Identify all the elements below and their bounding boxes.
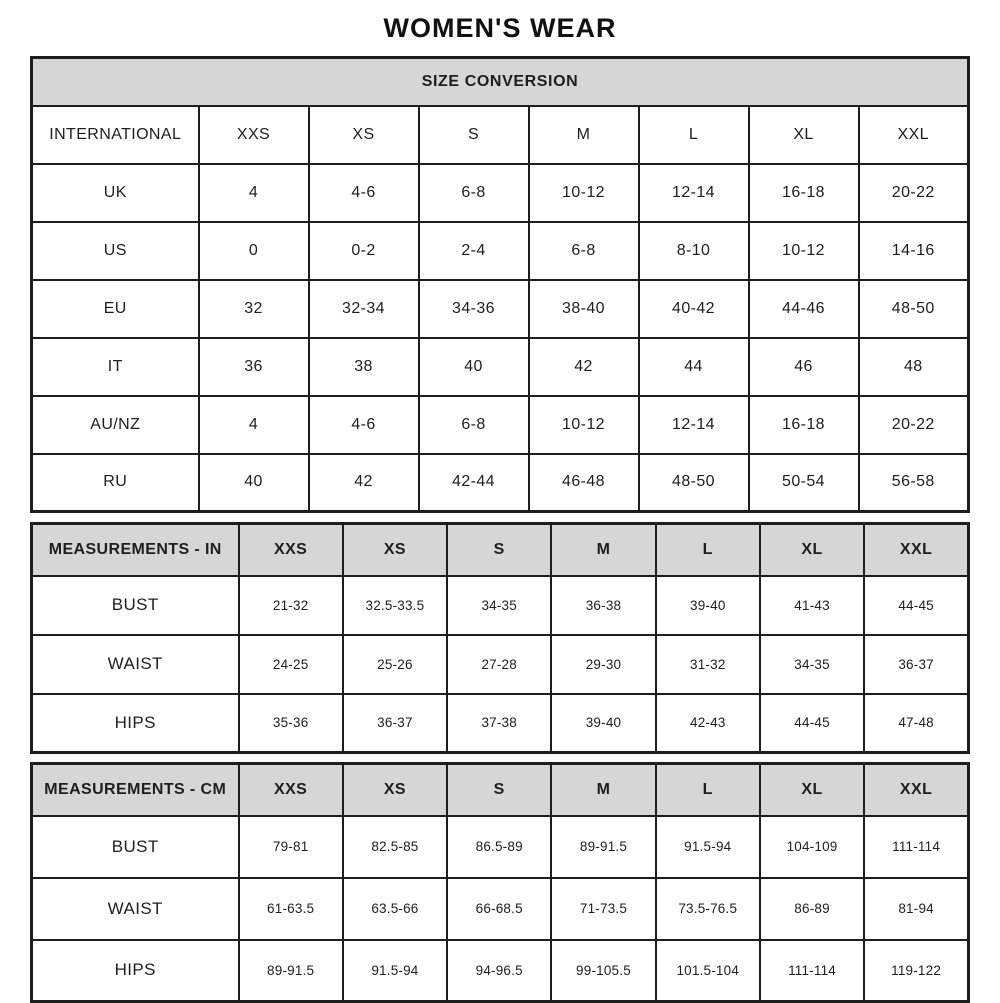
value-cell: 50-54 bbox=[749, 454, 859, 512]
value-cell: 4 bbox=[199, 164, 309, 222]
size-header-s: S bbox=[447, 524, 551, 576]
value-cell: 71-73.5 bbox=[551, 878, 655, 940]
size-header-m: M bbox=[551, 764, 655, 816]
value-cell: 29-30 bbox=[551, 635, 655, 694]
value-cell: 104-109 bbox=[760, 816, 864, 878]
value-cell: 48-50 bbox=[639, 454, 749, 512]
row-label: UK bbox=[32, 164, 199, 222]
measurements-in-title: MEASUREMENTS - IN bbox=[32, 524, 239, 576]
value-cell: 82.5-85 bbox=[343, 816, 447, 878]
row-label: BUST bbox=[32, 816, 239, 878]
value-cell: 86-89 bbox=[760, 878, 864, 940]
value-cell: 44-45 bbox=[760, 694, 864, 753]
row-label: WAIST bbox=[32, 878, 239, 940]
value-cell: 42 bbox=[529, 338, 639, 396]
value-cell: 38-40 bbox=[529, 280, 639, 338]
value-cell: 111-114 bbox=[760, 940, 864, 1002]
value-cell: 73.5-76.5 bbox=[656, 878, 760, 940]
value-cell: 111-114 bbox=[864, 816, 968, 878]
size-header-xxs: XXS bbox=[239, 524, 343, 576]
value-cell: 0-2 bbox=[309, 222, 419, 280]
value-cell: 94-96.5 bbox=[447, 940, 551, 1002]
size-header-xl: XL bbox=[749, 106, 859, 164]
value-cell: 16-18 bbox=[749, 396, 859, 454]
value-cell: 10-12 bbox=[529, 164, 639, 222]
table-row bbox=[32, 222, 969, 280]
value-cell: 91.5-94 bbox=[343, 940, 447, 1002]
row-label: BUST bbox=[32, 576, 239, 635]
value-cell: 42 bbox=[309, 454, 419, 512]
value-cell: 40 bbox=[419, 338, 529, 396]
value-cell: 99-105.5 bbox=[551, 940, 655, 1002]
value-cell: 36-37 bbox=[864, 635, 968, 694]
value-cell: 32 bbox=[199, 280, 309, 338]
value-cell: 4 bbox=[199, 396, 309, 454]
value-cell: 48 bbox=[859, 338, 969, 396]
size-header-xxl: XXL bbox=[859, 106, 969, 164]
size-header-l: L bbox=[639, 106, 749, 164]
value-cell: 48-50 bbox=[859, 280, 969, 338]
value-cell: 20-22 bbox=[859, 396, 969, 454]
value-cell: 41-43 bbox=[760, 576, 864, 635]
row-label: IT bbox=[32, 338, 199, 396]
table-row bbox=[32, 280, 969, 338]
value-cell: 36 bbox=[199, 338, 309, 396]
value-cell: 6-8 bbox=[529, 222, 639, 280]
size-header-xl: XL bbox=[760, 524, 864, 576]
value-cell: 66-68.5 bbox=[447, 878, 551, 940]
value-cell: 39-40 bbox=[656, 576, 760, 635]
measurements-in-header-row bbox=[32, 524, 969, 576]
value-cell: 42-44 bbox=[419, 454, 529, 512]
value-cell: 47-48 bbox=[864, 694, 968, 753]
value-cell: 36-38 bbox=[551, 576, 655, 635]
value-cell: 4-6 bbox=[309, 164, 419, 222]
value-cell: 89-91.5 bbox=[551, 816, 655, 878]
value-cell: 44-46 bbox=[749, 280, 859, 338]
value-cell: 12-14 bbox=[639, 164, 749, 222]
size-header-m: M bbox=[551, 524, 655, 576]
size-conversion-table bbox=[30, 56, 970, 513]
value-cell: 89-91.5 bbox=[239, 940, 343, 1002]
international-label: INTERNATIONAL bbox=[32, 106, 199, 164]
measurements-cm-title: MEASUREMENTS - CM bbox=[32, 764, 239, 816]
value-cell: 27-28 bbox=[447, 635, 551, 694]
value-cell: 79-81 bbox=[239, 816, 343, 878]
size-header-xxs: XXS bbox=[239, 764, 343, 816]
value-cell: 6-8 bbox=[419, 164, 529, 222]
size-header-xs: XS bbox=[343, 764, 447, 816]
measurements-cm-table bbox=[30, 762, 970, 1003]
value-cell: 0 bbox=[199, 222, 309, 280]
row-label: EU bbox=[32, 280, 199, 338]
value-cell: 119-122 bbox=[864, 940, 968, 1002]
value-cell: 40 bbox=[199, 454, 309, 512]
value-cell: 91.5-94 bbox=[656, 816, 760, 878]
row-label: RU bbox=[32, 454, 199, 512]
page-title: WOMEN'S WEAR bbox=[383, 13, 617, 43]
value-cell: 42-43 bbox=[656, 694, 760, 753]
table-row bbox=[32, 396, 969, 454]
value-cell: 8-10 bbox=[639, 222, 749, 280]
row-label: HIPS bbox=[32, 940, 239, 1002]
row-label: US bbox=[32, 222, 199, 280]
size-header-xxl: XXL bbox=[864, 764, 968, 816]
row-label: HIPS bbox=[32, 694, 239, 753]
table-row bbox=[32, 454, 969, 512]
size-header-xs: XS bbox=[343, 524, 447, 576]
value-cell: 34-35 bbox=[760, 635, 864, 694]
value-cell: 31-32 bbox=[656, 635, 760, 694]
value-cell: 101.5-104 bbox=[656, 940, 760, 1002]
size-header-xs: XS bbox=[309, 106, 419, 164]
size-conversion-header-row bbox=[32, 58, 969, 106]
size-conversion-title: SIZE CONVERSION bbox=[32, 58, 969, 106]
size-header-xl: XL bbox=[760, 764, 864, 816]
row-label: WAIST bbox=[32, 635, 239, 694]
size-header-s: S bbox=[447, 764, 551, 816]
table-row bbox=[32, 164, 969, 222]
table-row bbox=[32, 635, 969, 694]
table-row bbox=[32, 940, 969, 1002]
value-cell: 46-48 bbox=[529, 454, 639, 512]
value-cell: 61-63.5 bbox=[239, 878, 343, 940]
table-row bbox=[32, 338, 969, 396]
size-header-l: L bbox=[656, 764, 760, 816]
value-cell: 4-6 bbox=[309, 396, 419, 454]
value-cell: 44 bbox=[639, 338, 749, 396]
value-cell: 46 bbox=[749, 338, 859, 396]
value-cell: 32-34 bbox=[309, 280, 419, 338]
value-cell: 14-16 bbox=[859, 222, 969, 280]
table-row bbox=[32, 576, 969, 635]
value-cell: 34-36 bbox=[419, 280, 529, 338]
value-cell: 86.5-89 bbox=[447, 816, 551, 878]
value-cell: 40-42 bbox=[639, 280, 749, 338]
value-cell: 6-8 bbox=[419, 396, 529, 454]
size-header-xxs: XXS bbox=[199, 106, 309, 164]
value-cell: 25-26 bbox=[343, 635, 447, 694]
value-cell: 24-25 bbox=[239, 635, 343, 694]
value-cell: 10-12 bbox=[529, 396, 639, 454]
value-cell: 39-40 bbox=[551, 694, 655, 753]
table-row bbox=[32, 816, 969, 878]
value-cell: 63.5-66 bbox=[343, 878, 447, 940]
value-cell: 36-37 bbox=[343, 694, 447, 753]
table-row bbox=[32, 878, 969, 940]
value-cell: 44-45 bbox=[864, 576, 968, 635]
value-cell: 32.5-33.5 bbox=[343, 576, 447, 635]
value-cell: 21-32 bbox=[239, 576, 343, 635]
value-cell: 10-12 bbox=[749, 222, 859, 280]
size-header-l: L bbox=[656, 524, 760, 576]
row-label: AU/NZ bbox=[32, 396, 199, 454]
value-cell: 20-22 bbox=[859, 164, 969, 222]
size-labels-row bbox=[32, 106, 969, 164]
value-cell: 16-18 bbox=[749, 164, 859, 222]
value-cell: 56-58 bbox=[859, 454, 969, 512]
value-cell: 12-14 bbox=[639, 396, 749, 454]
value-cell: 35-36 bbox=[239, 694, 343, 753]
value-cell: 2-4 bbox=[419, 222, 529, 280]
value-cell: 34-35 bbox=[447, 576, 551, 635]
value-cell: 38 bbox=[309, 338, 419, 396]
value-cell: 37-38 bbox=[447, 694, 551, 753]
size-header-s: S bbox=[419, 106, 529, 164]
size-header-m: M bbox=[529, 106, 639, 164]
value-cell: 81-94 bbox=[864, 878, 968, 940]
size-header-xxl: XXL bbox=[864, 524, 968, 576]
table-row bbox=[32, 694, 969, 753]
measurements-in-table bbox=[30, 522, 970, 754]
measurements-cm-header-row bbox=[32, 764, 969, 816]
